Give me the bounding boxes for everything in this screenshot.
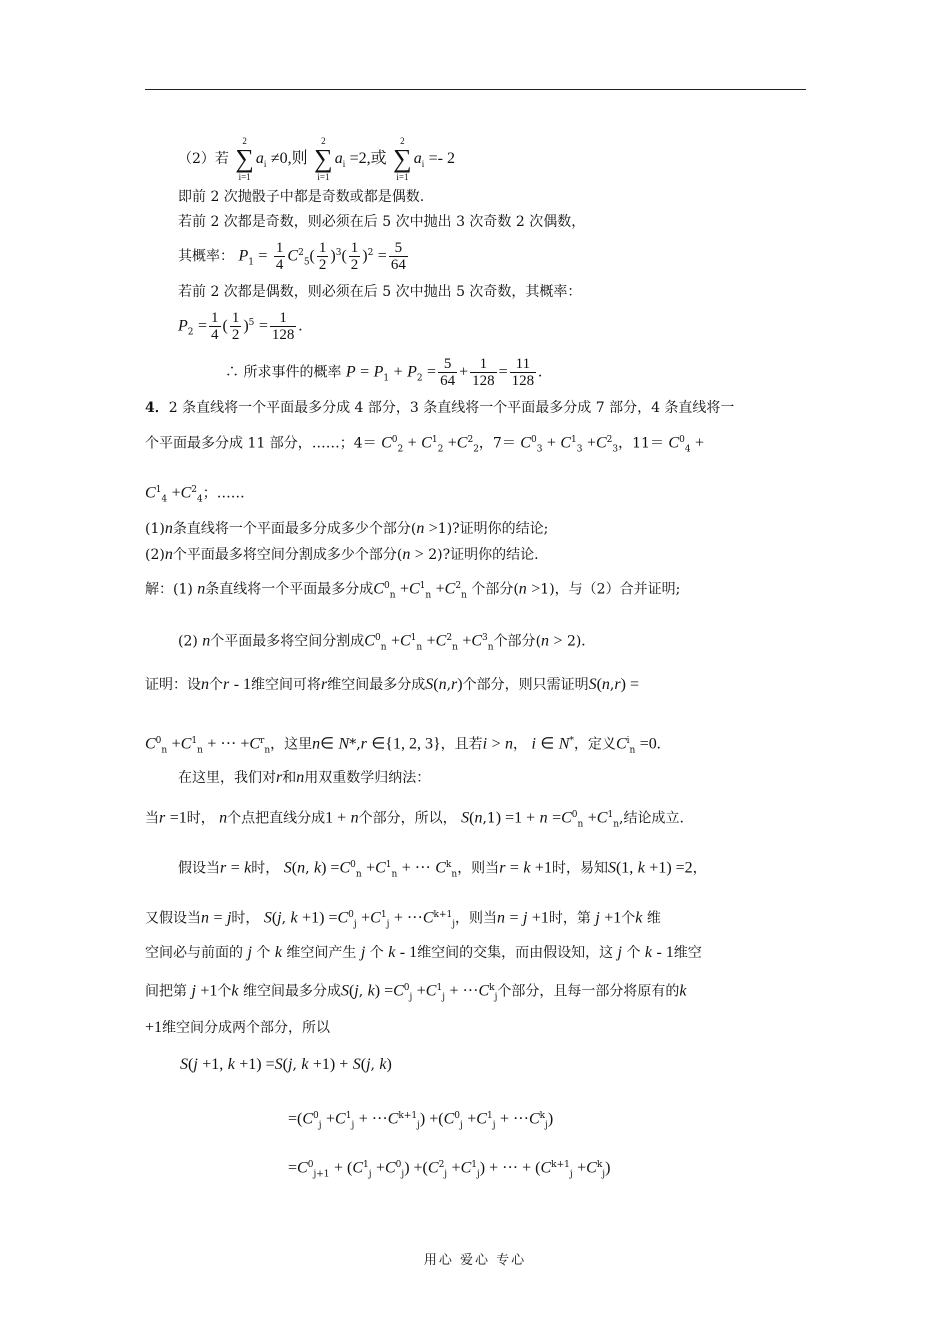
proof-line4: 当r =1时， n个点把直线分成1 + n个部分，所以， $S(n,1) =1 + n =C^0_n +C^1_n$,结论成立. — [145, 809, 684, 830]
page-footer: 用心 爱心 专心 — [423, 1253, 527, 1268]
proof-line9: +1维空间分成两个部分，所以 — [145, 1019, 331, 1036]
problem4-line2: 个平面最多分成 11 部分，……；$4= C^0_2 + C^1_2 +C^2_2$，$7= C^0_3 + C^1_3 +C^2_3$，$11= C^0_4$ + — [145, 434, 705, 455]
line-p1: 其概率： $P_1$ = $\frac{1}{4}$ $C^2_5$( $\frac{1}{2}$ )$^3$( $\frac{1}{2}$ )$^2$ = $\frac{5}{64}$ — [178, 240, 406, 273]
equation-1: S(j +1, k +1) =S(j, k +1) + S(j, k) — [180, 1056, 392, 1073]
part2-label: （2）若 — [178, 151, 229, 167]
solution-2: (2) n个平面最多将空间分割成$C^0_n +C^1_n +C^2_n +C^3_n$个部分(n > 2). — [178, 632, 586, 653]
proof-line6: 又假设当n = j时， S(j, $k +1) =C^0_j +C^1_j + \cdot\cdot\cdot C^{k+1}_j$，则当n = j +1时，第 j +1个k 维 — [145, 909, 661, 930]
line-total: ∴ 所求事件的概率 $P = P_1 + P_2$ = $\frac{5}{64}$ + $\frac{1}{128}$ = $\frac{11}{128}$ . — [225, 356, 543, 389]
header-rule — [145, 89, 806, 90]
problem4-line1: 4．2 条直线将一个平面最多分成 4 部分，3 条直线将一个平面最多分成 7 部分，4 条直线将一 — [145, 400, 735, 416]
line-l4: 若前 2 次都是偶数，则必须在后 5 次中抛出 5 次奇数，其概率： — [178, 284, 582, 300]
proof-line7: 空间必与前面的 j 个 k 维空间产生 j 个 k - 1维空间的交集，而由假设知，这 j 个 k - 1维空 — [145, 944, 702, 961]
question-1: (1)n条直线将一个平面最多分成多少个部分(n >1)?证明你的结论; — [145, 520, 549, 537]
proof-line8: 间把第 j +1个k 维空间最多分成S(j, $k) =C^0_j +C^1_j + \cdot\cdot\cdot C^k_j$个部分，且每一部分将原有的k — [145, 982, 687, 1003]
proof-line2: $C^0_n +C^1_n$ + ··· $+C^r_n$，这里n∈ N*,r ∈{1, 2, 3}，且若i > n， i ∈ N*，定义$C^i_n =0$. — [145, 735, 661, 756]
part2-condition: （2）若 2 ∑ i=1 $a_i \ne 0$,则 2 ∑ i=1 $a_i =2$,或 2 ∑ i=1 $a_i =- 2$ — [178, 136, 456, 182]
question-2: (2)n个平面最多将空间分割成多少个部分(n > 2)?证明你的结论. — [145, 546, 539, 563]
line-l1: 即前 2 次抛骰子中都是奇数或都是偶数. — [178, 189, 425, 205]
problem4-line3: $C^1_4 +C^2_4$；…… — [145, 484, 245, 505]
proof-line5: 假设当r = k时， S(n, $k) =C^0_n +C^1_n$ + ··· $C^k_n$，则当r = k +1时，易知S(1, k +1) =2， — [178, 859, 707, 880]
equation-3: $=C^0_{j+1} + (C^1_j +C^0_j) +(C^2_j +C^1_j)$ + ··· + $(C^{k+1}_j +C^k_j)$ — [288, 1159, 611, 1180]
proof-line1: 证明：设n个r - 1维空间可将r维空间最多分成S(n,r)个部分，则只需证明S(n,r) = — [145, 676, 639, 693]
equation-2: $=(C^0_j +C^1_j + \cdot\cdot\cdot C^{k+1}_j) +(C^0_j +C^1_j + \cdot\cdot\cdot C^k_j)$ — [288, 1110, 554, 1131]
line-l2: 若前 2 次都是奇数，则必须在后 5 次中抛出 3 次奇数 2 次偶数， — [178, 214, 586, 230]
solution-1: 解：(1) n条直线将一个平面最多分成$C^0_n +C^1_n +C^2_n$ 个部分(n >1)，与（2）合并证明; — [145, 580, 681, 601]
proof-line3: 在这里，我们对r和n用双重数学归纳法： — [178, 769, 431, 786]
line-p2: $P_2$ = $\frac{1}{4}$ ( $\frac{1}{2}$ )$^5$ = $\frac{1}{128}$ . — [178, 310, 303, 343]
